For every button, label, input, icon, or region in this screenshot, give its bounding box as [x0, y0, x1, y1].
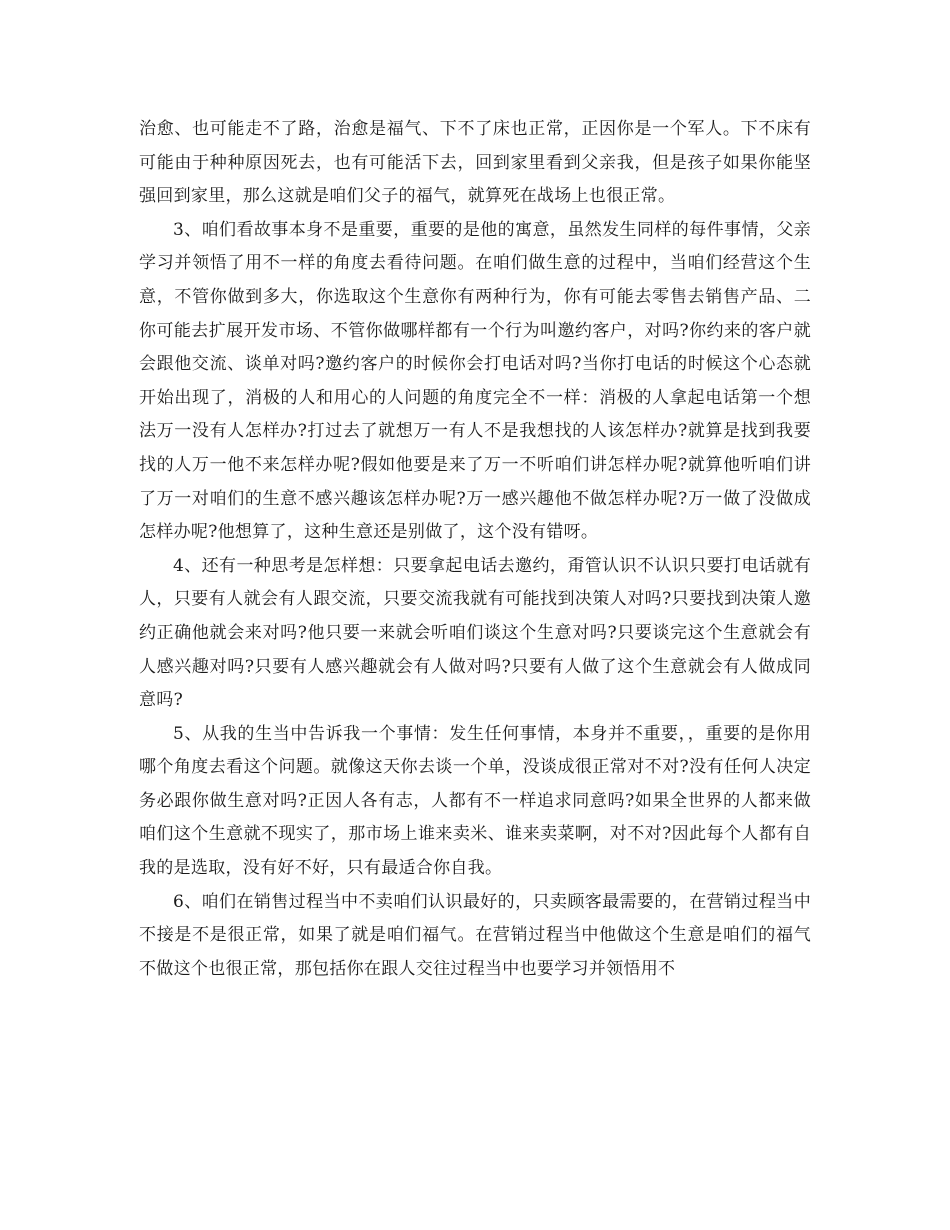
paragraph-3: 3、咱们看故事本身不是重要，重要的是他的寓意，虽然发生同样的每件事情，父亲学习并领悟了用不一样的角度去看待问题。在咱们做生意的过程中，当咱们经营这个生意，不管你做到多大，你选取这个生意你有两种行为，你有可能去零售去销售产品、二你可能去扩展开发市场、不管你做哪样都有一个行为叫邀约客户，对吗?你约来的客户就会跟他交流、谈单对吗?邀约客户的时候你会打电话对吗?当你打电话的时候这个心态就开始出现了，消极的人和用心的人问题的角度完全不一样：消极的人拿起电话第一个想法万一没有人怎样办?打过去了就想万一有人不是我想找的人该怎样办?就算是找到我要找的人万一他不来怎样办呢?假如他要是来了万一不听咱们讲怎样办呢?就算他听咱们讲了万一对咱们的生意不感兴趣该怎样办呢?万一感兴趣他不做怎样办呢?万一做了没做成怎样办呢?他想算了，这种生意还是别做了，这个没有错呀。 — [139, 219, 811, 543]
document-body — [139, 113, 811, 986]
paragraph-continued: 治愈、也可能走不了路，治愈是福气、下不了床也正常，正因你是一个军人。下不床有可能由于种种原因死去，也有可能活下去，回到家里看到父亲我，但是孩子如果你能坚强回到家里，那么这就是咱们父子的福气，就算死在战场上也很正常。 — [139, 119, 811, 207]
paragraph-6: 6、咱们在销售过程当中不卖咱们认识最好的，只卖顾客最需要的，在营销过程当中不接是不是很正常，如果了就是咱们福气。在营销过程当中他做这个生意是咱们的福气不做这个也很正常，那包括你在跟人交往过程当中也要学习并领悟用不 — [139, 891, 811, 979]
paragraph-5: 5、从我的生当中告诉我一个事情：发生任何事情，本身并不重要，，重要的是你用哪个角度去看这个问题。就像这天你去谈一个单，没谈成很正常对不对?没有任何人决定务必跟你做生意对吗?正因人各有志，人都有不一样追求同意吗?如果全世界的人都来做咱们这个生意就不现实了，那市场上谁来卖米、谁来卖菜啊，对不对?因此每个人都有自我的是选取，没有好不好，只有最适合你自我。 — [139, 723, 811, 879]
paragraph-4: 4、还有一种思考是怎样想：只要拿起电话去邀约，甭管认识不认识只要打电话就有人，只要有人就会有人跟交流，只要交流我就有可能找到决策人对吗?只要找到决策人邀约正确他就会来对吗?他只要一来就会听咱们谈这个生意对吗?只要谈完这个生意就会有人感兴趣对吗?只要有人感兴趣就会有人做对吗?只要有人做了这个生意就会有人做成同意吗? — [139, 555, 811, 711]
